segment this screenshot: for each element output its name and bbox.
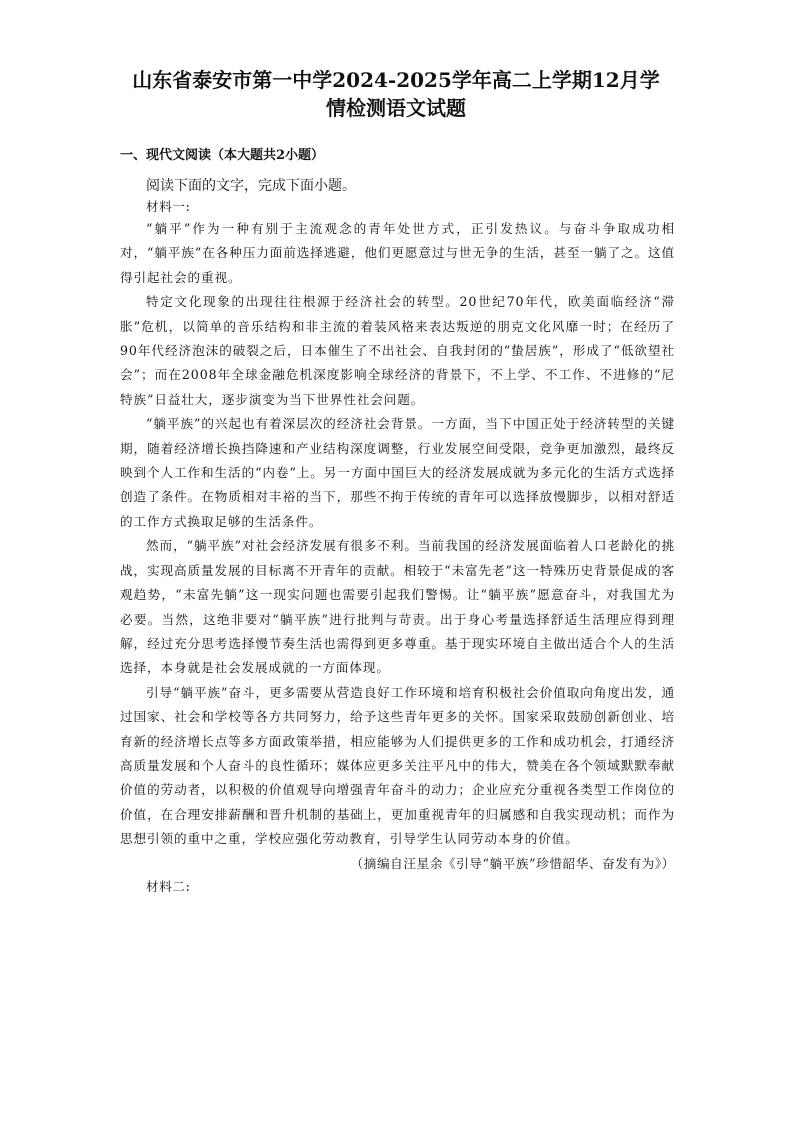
reading-instruction: 阅读下面的文字，完成下面小题。 [146,178,356,194]
paragraph-5: 引导“躺平族”奋斗，更多需要从营造良好工作环境和培育积极社会价值取向角度出发，通过国家、社会和学校等各方共同努力，给予这些青年更多的关怀。国家采取鼓励创新创业、培育新的经济增长点等多方面政策举措，相应能够为人们提供更多的工作和成功机会，打通经济高质量发展和个人奋斗的良性循环；媒体应更多关注平凡中的伟大，赞美在各个领域默默奉献价值的劳动者，以积极的价值观导向增强青年奋斗的动力；企业应充分重视各类型工作岗位的价值，在合理安排薪酬和晋升机制的基础上，更加重视青年的归属感和自我实现动机；而作为思想引领的重中之重，学校应强化劳动教育，引导学生认同劳动本身的价值。 [120,684,675,847]
material-2-label: 材料二: [146,878,191,894]
title-line-2: 情检测语文试题 [326,96,466,120]
section-heading: 一、现代文阅读（本大题共2小题） [120,148,325,163]
material-1-label: 材料一: [146,199,191,214]
source-citation: （摘编自汪星余《引导“躺平族”珍惜韶华、奋发有为》） [350,855,675,871]
page-title [126,66,666,122]
paragraph-3: “躺平族”的兴起也有着深层次的经济社会背景。一方面，当下中国正处于经济转型的关键期，随着经济增长换挡降速和产业结构深度调整，行业发展空间受限，竞争更加激烈，最终反映到个人工作和生活的“内卷”上。另一方面中国巨大的经济发展成就为多元化的生活方式选择创造了条件。在物质相对丰裕的当下，那些不拘于传统的青年可以选择放慢脚步，以相对舒适的工作方式换取足够的生活条件。 [120,416,675,529]
title-line-1: 山东省泰安市第一中学2024-2025学年高二上学期12月学 [132,68,660,92]
paragraph-2: 特定文化现象的出现往往根源于经济社会的转型。20世纪70年代，欧美面临经济“滞胀”危机，以简单的音乐结构和非主流的着装风格来表达叛逆的朋克文化风靡一时；在经历了90年代经济泡沫的破裂之后，日本催生了不出社会、自我封闭的“蛰居族”，形成了“低欲望社会”；而在2008年全球金融危机深度影响全球经济的背景下，不上学、不工作、不进修的“尼特族”日益壮大，逐步演变为当下世界性社会问题。 [120,294,675,407]
paragraph-1: “躺平”作为一种有别于主流观念的青年处世方式，正引发热议。与奋斗争取成功相对，“躺平族”在各种压力面前选择逃避，他们更愿意过与世无争的生活，甚至一躺了之。这值得引起社会的重视。 [120,221,675,285]
paragraph-4: 然而，“躺平族”对社会经济发展有很多不利。当前我国的经济发展面临着人口老龄化的挑战，实现高质量发展的目标离不开青年的贡献。相较于“未富先老”这一特殊历史背景促成的客观趋势，“未富先躺”这一现实问题也需要引起我们警惕。让“躺平族”愿意奋斗，对我国尤为必要。当然，这绝非要对“躺平族”进行批判与苛责。出于身心考量选择舒适生活理应得到理解，经过充分思考选择慢节奏生活也需得到更多尊重。基于现实环境自主做出适合个人的生活选择，本身就是社会发展成就的一方面体现。 [120,538,675,676]
